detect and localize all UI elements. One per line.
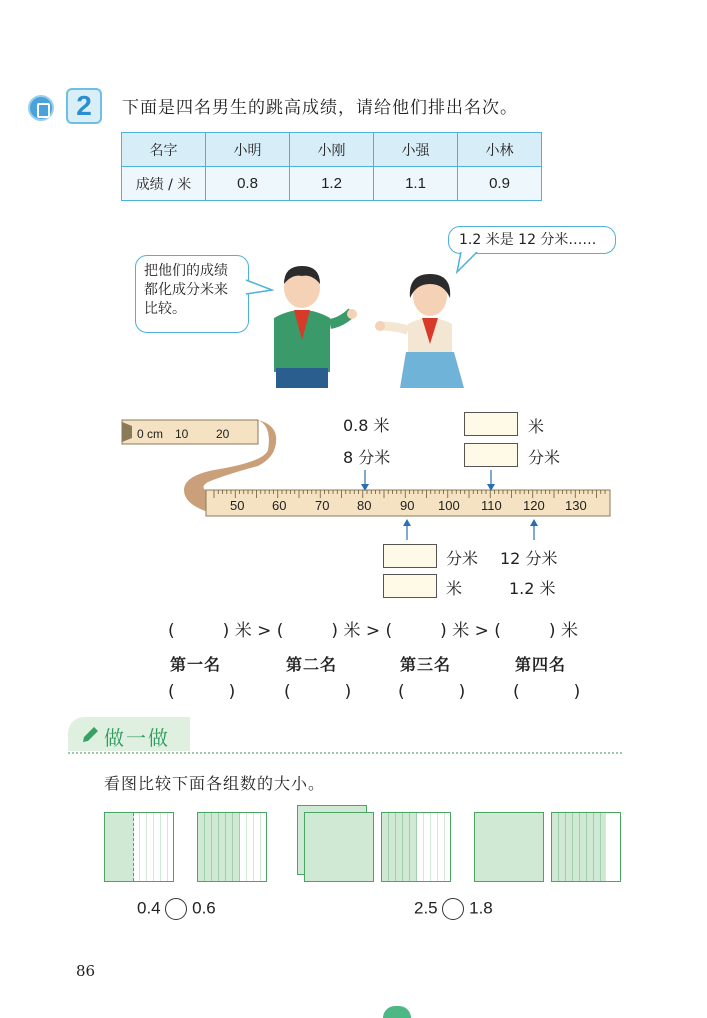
table-cell: 成绩 / 米 [122, 167, 206, 201]
table-cell: 1.1 [374, 167, 458, 201]
doit-title: 做一做 [104, 726, 170, 750]
unit-gt: 米 > [343, 621, 381, 641]
decimal-grid-0.4 [104, 812, 174, 882]
answer-box-m[interactable] [383, 574, 437, 598]
rank-label: 第四名 [515, 655, 567, 674]
table-header-row [122, 133, 542, 167]
video-icon[interactable] [28, 95, 54, 121]
pencil-icon [80, 725, 100, 745]
tape-label: 10 [175, 427, 189, 441]
table-row [122, 167, 542, 201]
table-cell: 小刚 [290, 133, 374, 167]
unit-end: 米 [560, 621, 578, 641]
scores-table [121, 132, 542, 201]
compare-circle[interactable] [442, 898, 464, 920]
paren-open: ( [168, 621, 175, 641]
paren-close: ) [222, 621, 230, 641]
comparison-row [168, 616, 578, 641]
table-cell: 0.8 [206, 167, 290, 201]
answer-box-dm[interactable] [383, 544, 437, 568]
table-cell: 小强 [374, 133, 458, 167]
compare-1 [137, 898, 216, 920]
page-number: 86 [76, 962, 96, 980]
divider [68, 752, 622, 754]
table-cell: 1.2 [290, 167, 374, 201]
bottom-decoration [383, 1006, 411, 1018]
doit-question: 看图比较下面各组数的大小。 [104, 774, 326, 793]
ruler-tick-label: 70 [315, 498, 330, 513]
ruler-tick-label: 80 [357, 498, 372, 513]
rank-label: 第三名 [400, 655, 452, 674]
paren-close: ) [331, 621, 339, 641]
unit-gt: 米 > [234, 621, 272, 641]
table-cell: 小明 [206, 133, 290, 167]
ruler-tick-label: 130 [565, 498, 587, 513]
ruler-tick-label: 90 [400, 498, 415, 513]
problem-question: 下面是四名男生的跳高成绩，请给他们排出名次。 [122, 98, 518, 118]
unit-label: 米 [528, 417, 545, 436]
label-0.8m: 0.8 米 [343, 416, 390, 435]
ruler-tick-label: 100 [438, 498, 460, 513]
rank-answer-blank[interactable]: ( ) [284, 682, 352, 702]
answer-box-m[interactable] [464, 412, 518, 436]
rank-label: 第二名 [286, 655, 338, 674]
compare-right: 1.8 [469, 898, 493, 918]
unit-label: 分米 [446, 549, 479, 568]
rank-label: 第一名 [170, 655, 222, 674]
ruler-tick-label: 120 [523, 498, 545, 513]
rank-answer-blank[interactable]: ( ) [398, 682, 466, 702]
ruler-tick-label: 60 [272, 498, 287, 513]
compare-left: 0.4 [137, 898, 161, 918]
compare-right: 0.6 [192, 898, 216, 918]
boy-illustration [262, 262, 358, 390]
table-cell: 0.9 [458, 167, 542, 201]
speech-bubble-boy: 把他们的成绩都化成分米来比较。 [135, 255, 249, 333]
speech-bubble-girl: 1.2 米是 12 分米…… [448, 226, 616, 254]
arrow-up-icon [529, 518, 539, 540]
whole-grid [304, 812, 374, 882]
label-1.2m: 1.2 米 [509, 579, 556, 598]
compare-circle[interactable] [165, 898, 187, 920]
paren-close: ) [440, 621, 447, 641]
answer-box-dm[interactable] [464, 443, 518, 467]
ruler-tick-label: 50 [230, 498, 245, 513]
table-cell: 名字 [122, 133, 206, 167]
paren-close: ) [548, 621, 556, 641]
label-12dm: 12 分米 [500, 549, 558, 568]
girl-illustration [372, 268, 468, 390]
decimal-grid-0.5 [381, 812, 451, 882]
arrow-down-icon [486, 470, 496, 492]
label-8dm: 8 分米 [343, 448, 391, 467]
unit-label: 米 [446, 579, 463, 598]
tape-label: 0 cm [137, 427, 164, 441]
compare-2 [414, 898, 493, 920]
decimal-grid-0.8 [551, 812, 621, 882]
unit-gt: 米 > [452, 621, 489, 641]
rank-answer-blank[interactable]: ( ) [513, 682, 581, 702]
whole-grid [474, 812, 544, 882]
compare-left: 2.5 [414, 898, 438, 918]
problem-number: 2 [66, 88, 102, 124]
decimal-grid-0.6 [197, 812, 267, 882]
arrow-down-icon [360, 470, 370, 492]
tape-label: 20 [216, 427, 230, 441]
paren-open: ( [494, 621, 501, 641]
table-cell: 小林 [458, 133, 542, 167]
unit-label: 分米 [528, 448, 561, 467]
paren-open: ( [276, 621, 284, 641]
paren-open: ( [385, 621, 393, 641]
rank-answer-blank[interactable]: ( ) [168, 682, 236, 702]
arrow-up-icon [402, 518, 412, 540]
ruler-tick-label: 110 [481, 498, 502, 513]
